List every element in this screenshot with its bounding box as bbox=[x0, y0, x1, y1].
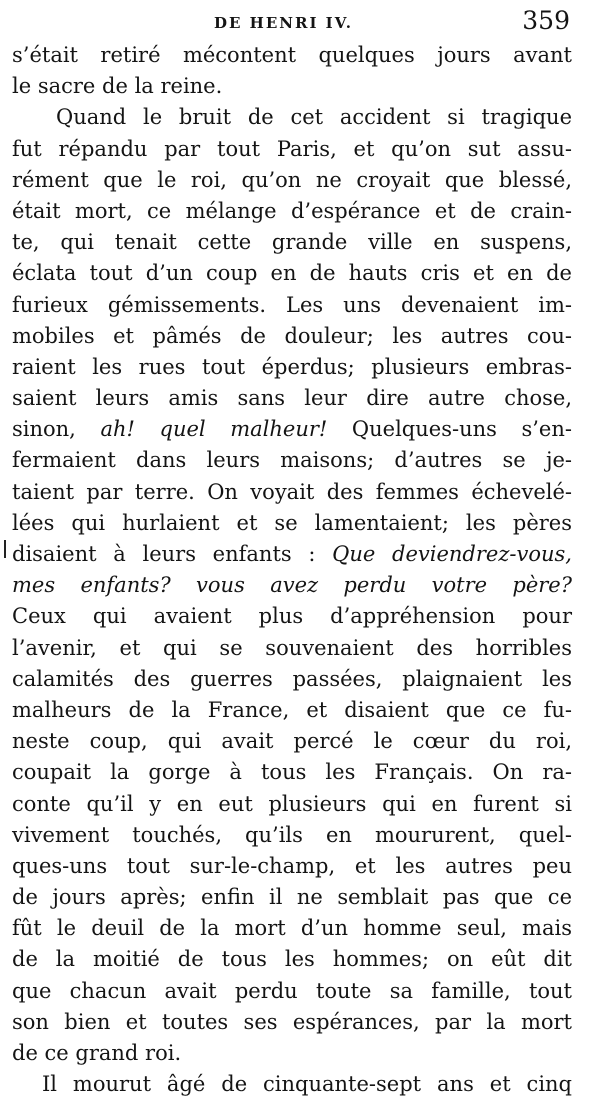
text-line: conte qu’il y en eut plusieurs qui en furent si bbox=[12, 791, 572, 816]
text-line: Ceux qui avaient plus d’appréhension pour bbox=[12, 604, 572, 629]
text-line: de la moitié de tous les hommes; on eût dit bbox=[12, 947, 572, 972]
line-text: Quelques-uns s’en- bbox=[327, 417, 572, 442]
text-line: fût le deuil de la mort d’un homme seul, mais bbox=[12, 916, 572, 941]
text-line: rément que le roi, qu’on ne croyait que blessé, bbox=[12, 167, 572, 192]
text-line: te, qui tenait cette grande ville en suspens, bbox=[12, 230, 572, 255]
text-line: vivement touchés, qu’ils en moururent, quel- bbox=[12, 822, 572, 847]
line-text: sinon, bbox=[12, 417, 101, 442]
paragraph-start-line: Il mourut âgé de cinquante-sept ans et cinq bbox=[42, 1072, 572, 1097]
page-header bbox=[0, 4, 600, 40]
text-line: que chacun avait perdu toute sa famille, tout bbox=[12, 978, 572, 1003]
text-line-with-italic bbox=[12, 539, 572, 570]
text-line: le sacre de la reine. bbox=[12, 74, 223, 99]
margin-mark bbox=[4, 540, 6, 558]
text-line: l’avenir, et qui se souvenaient des horribles bbox=[12, 635, 572, 660]
text-line: coupait la gorge à tous les Français. On ra- bbox=[12, 760, 572, 785]
italic-quotation: mes enfants? vous avez perdu votre père? bbox=[12, 573, 572, 598]
text-line-italic bbox=[12, 570, 572, 601]
paragraph-start-line: Quand le bruit de cet accident si tragique bbox=[56, 105, 572, 130]
text-line: malheurs de la France, et disaient que ce fu- bbox=[12, 697, 572, 722]
text-line: de ce grand roi. bbox=[12, 1041, 182, 1065]
body-text bbox=[12, 40, 572, 1100]
text-line: calamités des guerres passées, plaignaient les bbox=[12, 666, 572, 691]
text-line: furieux gémissements. Les uns devenaient im- bbox=[12, 292, 572, 317]
text-line: lées qui hurlaient et se lamentaient; les pères bbox=[12, 510, 572, 535]
text-line: était mort, ce mélange d’espérance et de crain- bbox=[12, 198, 572, 223]
line-text: disaient à leurs enfants : bbox=[12, 542, 333, 566]
text-line: de jours après; enfin il ne semblait pas que ce bbox=[12, 885, 572, 910]
text-line: fut répandu par tout Paris, et qu’on sut assu- bbox=[12, 136, 572, 161]
text-line: mobiles et pâmés de douleur; les autres cou- bbox=[12, 323, 572, 348]
text-line-with-italic bbox=[12, 414, 572, 445]
text-line: éclata tout d’un coup en de hauts cris et en de bbox=[12, 261, 572, 286]
text-line: saient leurs amis sans leur dire autre chose, bbox=[12, 386, 572, 411]
italic-quotation: Que deviendrez-vous, bbox=[332, 542, 572, 566]
text-line: neste coup, qui avait percé le cœur du roi, bbox=[12, 729, 572, 754]
running-title: DE HENRI IV. bbox=[214, 14, 353, 32]
text-line: taient par terre. On voyait des femmes échevelé- bbox=[12, 479, 572, 504]
text-line: ques-uns tout sur-le-champ, et les autres peu bbox=[12, 853, 572, 878]
page-number: 359 bbox=[522, 6, 570, 35]
text-line: fermaient dans leurs maisons; d’autres se je- bbox=[12, 448, 572, 473]
text-line: s’était retiré mécontent quelques jours avant bbox=[12, 43, 572, 67]
italic-exclamation: ah! quel malheur! bbox=[100, 417, 328, 442]
text-line: son bien et toutes ses espérances, par la mort bbox=[12, 1009, 572, 1034]
text-line: raient les rues tout éperdus; plusieurs embras- bbox=[12, 354, 572, 379]
